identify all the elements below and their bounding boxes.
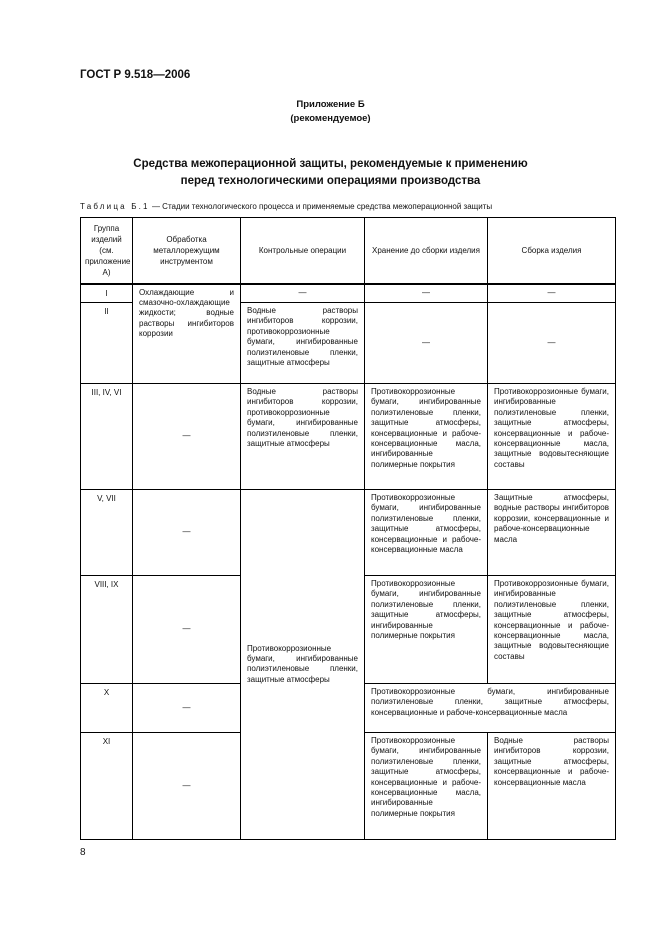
header-control: Контрольные операции [241,218,365,284]
cell-assembly: Противокоррозионные бумаги, ингибированные полиэтиленовые пленки, защитные атмосферы, консервационные и рабоче-консервационные масла, защитные водовытесняющие составы [488,575,616,683]
cell-control: Водные растворы ингибиторов коррозии, противокоррозионные бумаги, ингибированные полиэтиленовые пленки, защитные атмосферы [241,383,365,489]
table-caption-label: Таблица Б.1 [80,202,150,211]
cell-processing: — [133,383,241,489]
cell-storage: — [365,284,488,303]
table-row [81,489,616,575]
cell-storage: Противокоррозионные бумаги, ингибированные полиэтиленовые пленки, защитные атмосферы, консервационные и рабоче-консервационные масла, ингибированные полимерные покрытия [365,383,488,489]
row-group: VIII, IX [81,575,133,683]
appendix-title: Приложение Б [296,99,365,110]
protection-table [80,217,616,840]
cell-processing: — [133,683,241,732]
cell-storage: Противокоррозионные бумаги, ингибированные полиэтиленовые пленки, защитные атмосферы, ингибированные полимерные покрытия [365,575,488,683]
page-number: 8 [80,847,86,858]
table-header-row [81,218,616,284]
header-storage: Хранение до сборки изделия [365,218,488,284]
cell-processing: — [133,732,241,839]
cell-processing: Охлаждающие и смазочно-охлаждающие жидкости; водные растворы ингибиторов коррозии [133,284,241,384]
table-row [81,383,616,489]
appendix-subtitle: (рекомендуемое) [290,113,371,124]
cell-assembly: Водные растворы ингибиторов коррозии, защитные атмосферы, консервационные и рабоче-консервационные масла [488,732,616,839]
cell-assembly: Противокоррозионные бумаги, ингибированные полиэтиленовые пленки, защитные атмосферы, консервационные и рабоче-консервационные масла, защитные водовытесняющие составы [488,383,616,489]
cell-assembly: — [488,284,616,303]
document-header: ГОСТ Р 9.518—2006 [80,69,191,81]
cell-storage-assembly: Противокоррозионные бумаги, ингибированные полиэтиленовые пленки, защитные атмосферы, консервационные и рабоче-консервационные масла [365,683,616,732]
row-group: V, VII [81,489,133,575]
cell-control: Водные растворы ингибиторов коррозии, противокоррозионные бумаги, ингибированные полиэтиленовые пленки, защитные атмосферы [241,302,365,383]
section-title-line1: Средства межоперационной защиты, рекомендуемые к применению [133,158,528,170]
cell-control: Противокоррозионные бумаги, ингибированные полиэтиленовые пленки, защитные атмосферы [241,489,365,839]
cell-storage: Противокоррозионные бумаги, ингибированные полиэтиленовые пленки, защитные атмосферы, консервационные и рабоче-консервационные масла [365,489,488,575]
cell-storage: — [365,302,488,383]
cell-processing: — [133,489,241,575]
header-processing: Обработка металлорежущим инструментом [133,218,241,284]
header-group: Группа изделий (см. приложение А) [81,218,133,284]
cell-processing: — [133,575,241,683]
cell-assembly: Защитные атмосферы, водные растворы ингибиторов коррозии, консервационные и рабоче-консервационные масла [488,489,616,575]
row-group: III, IV, VI [81,383,133,489]
row-group: II [81,302,133,383]
cell-assembly: — [488,302,616,383]
cell-control: — [241,284,365,303]
row-group: XI [81,732,133,839]
cell-storage: Противокоррозионные бумаги, ингибированные полиэтиленовые пленки, защитные атмосферы, консервационные и рабоче-консервационные масла, ингибированные полимерные покрытия [365,732,488,839]
header-assembly: Сборка изделия [488,218,616,284]
table-caption [80,202,492,211]
section-title-line2: перед технологическими операциями производства [180,175,481,187]
row-group: I [81,284,133,303]
table-row [81,284,616,303]
table-caption-text: — Стадии технологического процесса и применяемые средства межоперационной защиты [149,202,493,211]
row-group: X [81,683,133,732]
